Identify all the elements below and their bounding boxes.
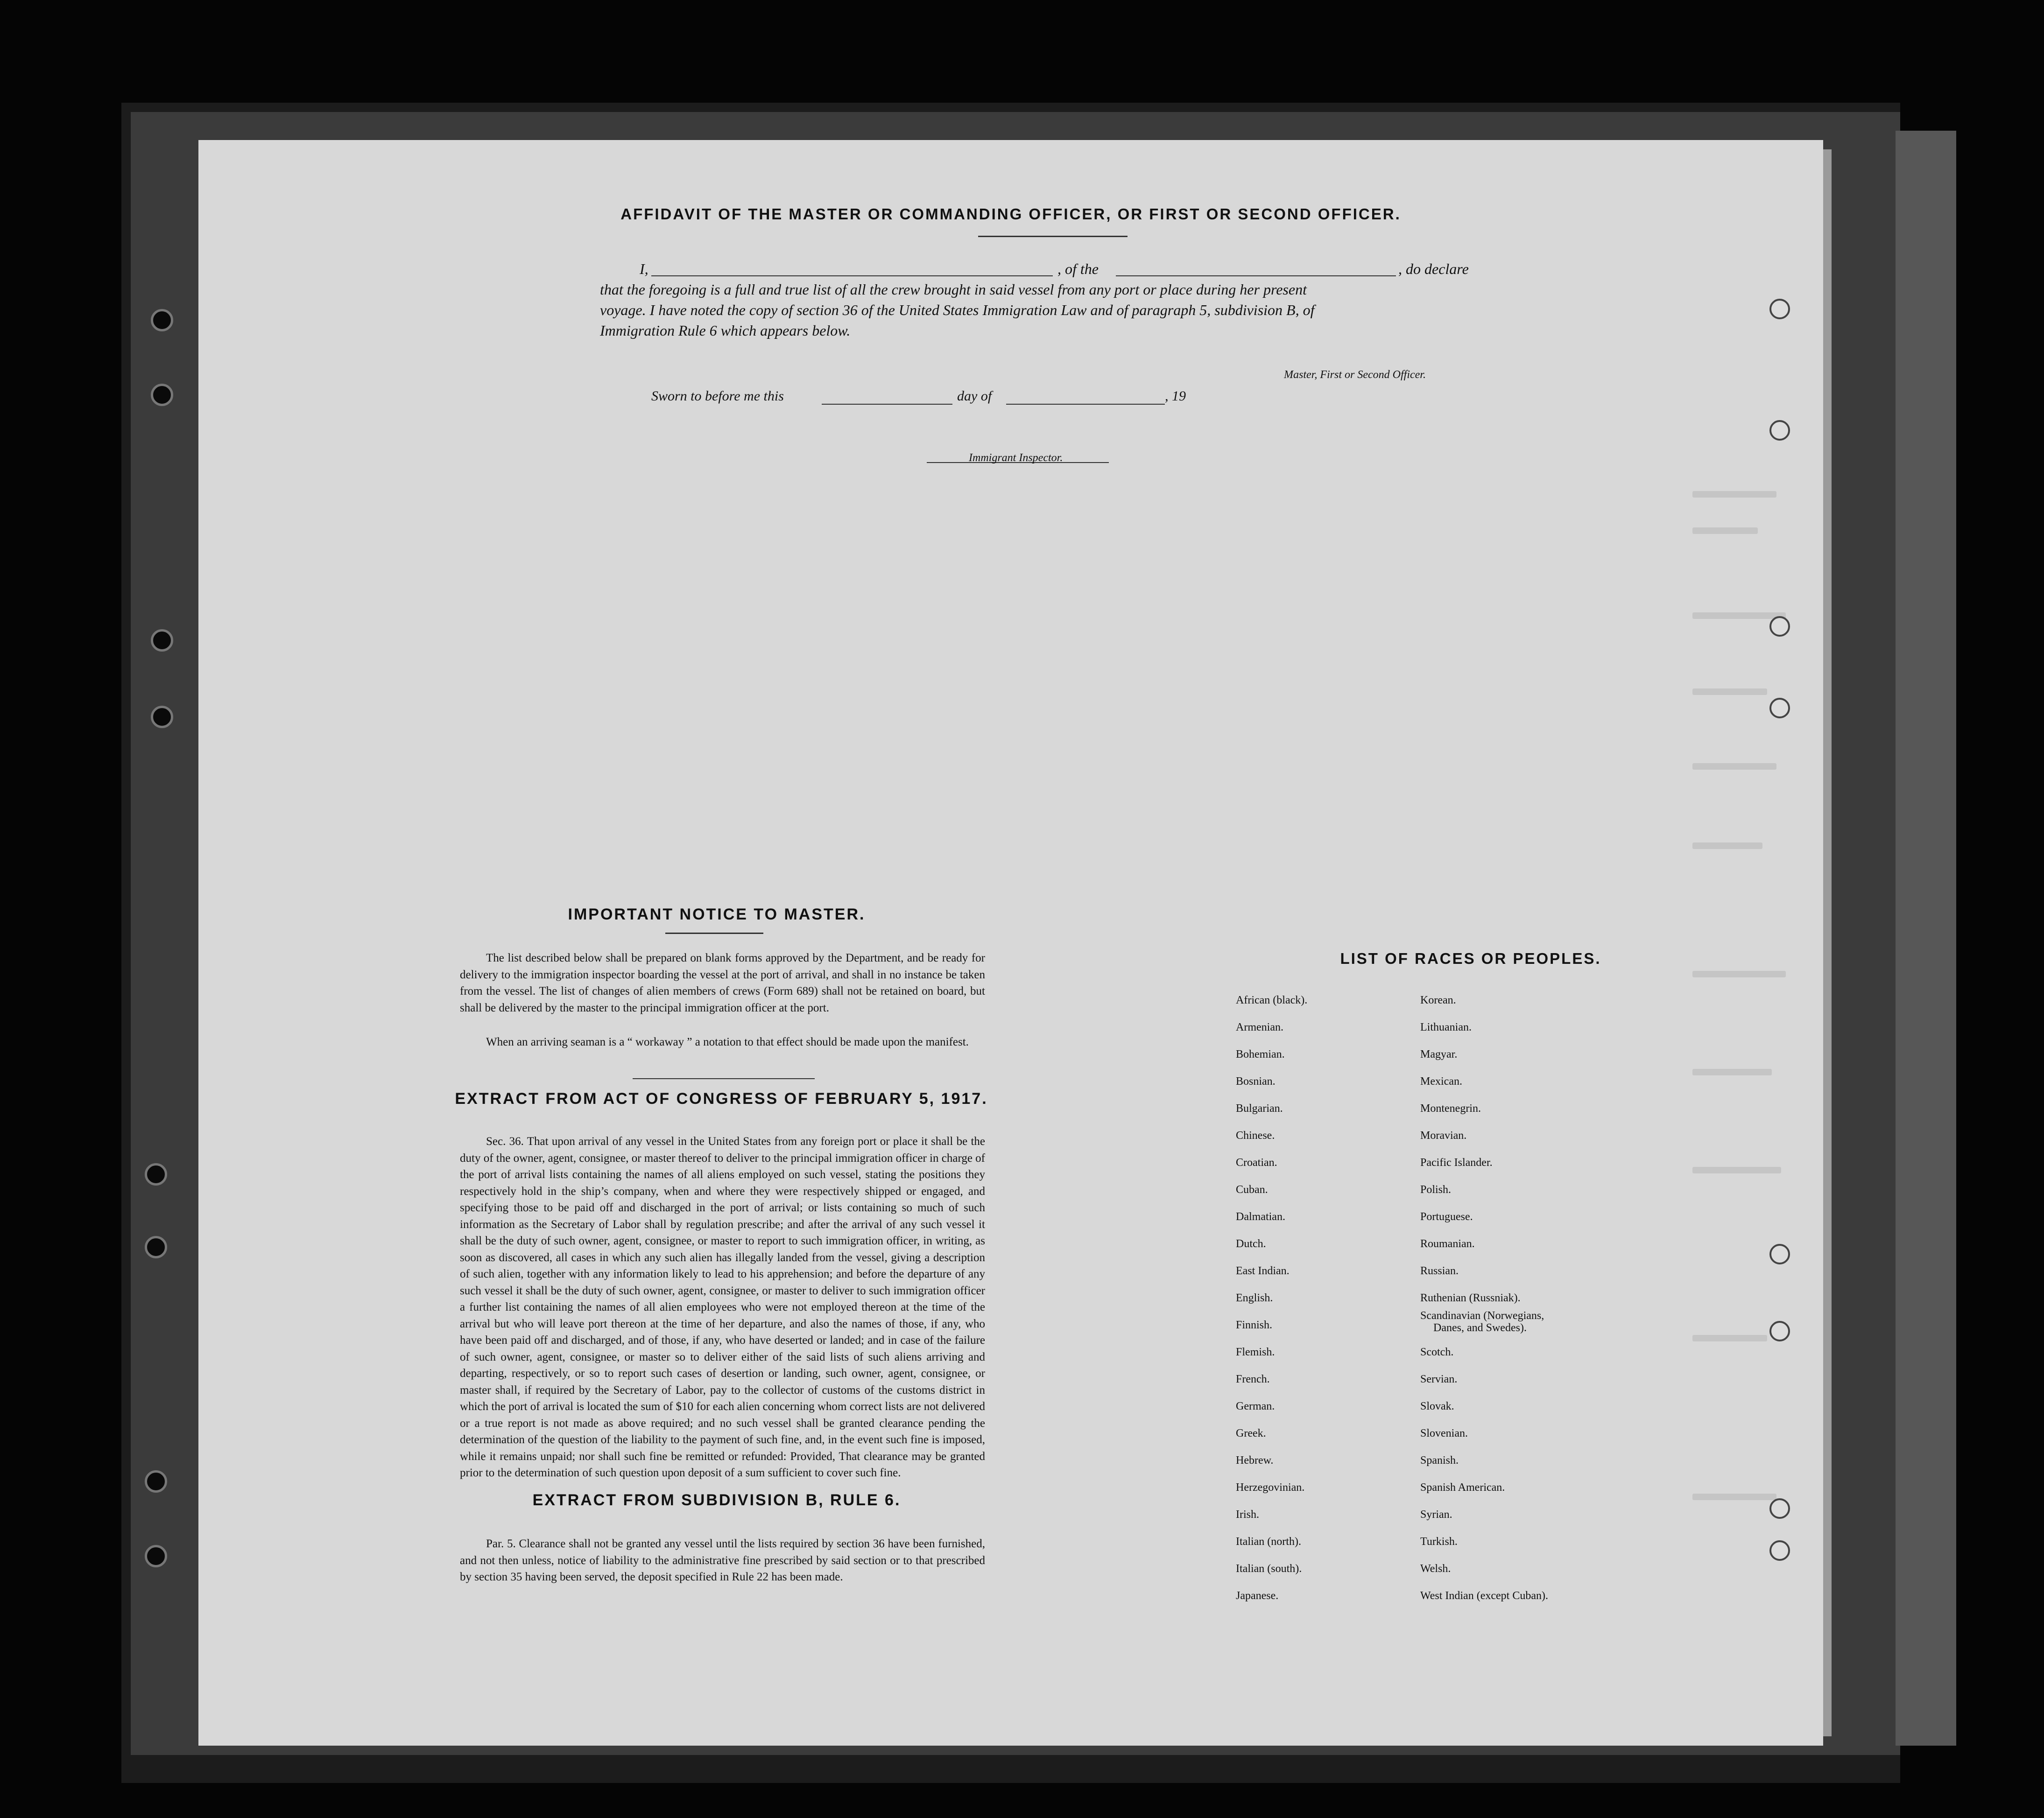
affidavit-line2: that the foregoing is a full and true list of all the crew brought in said vessel from any port or place during her present: [600, 281, 1307, 298]
bleed-through-row: [1692, 612, 1786, 619]
page-edge: [1823, 149, 1832, 1736]
race-item: Welsh.: [1420, 1563, 1451, 1575]
race-item: Irish.: [1236, 1509, 1259, 1521]
year-text: , 19: [1165, 388, 1186, 404]
affidavit-title: AFFIDAVIT OF THE MASTER OR COMMANDING OFFICER, OR FIRST OR SECOND OFFICER.: [620, 205, 1401, 223]
race-item: Finnish.: [1236, 1319, 1273, 1331]
affidavit-i: I,: [640, 260, 648, 277]
bleed-through-row: [1692, 491, 1776, 498]
punch-hole-icon: [151, 309, 173, 331]
underlay-sheet: [1896, 131, 1956, 1746]
race-item: Italian (north).: [1236, 1536, 1301, 1548]
race-item: Lithuanian.: [1420, 1021, 1472, 1033]
race-item: Italian (south).: [1236, 1563, 1302, 1575]
race-item: Bulgarian.: [1236, 1102, 1283, 1115]
race-item: Dalmatian.: [1236, 1211, 1285, 1223]
race-item: Dutch.: [1236, 1238, 1266, 1250]
race-item: French.: [1236, 1373, 1270, 1385]
race-item: Slovenian.: [1420, 1427, 1468, 1439]
punch-hole-icon: [145, 1163, 167, 1186]
race-item: Japanese.: [1236, 1590, 1279, 1602]
ring-hole-icon: [1769, 420, 1790, 441]
race-item: Scotch.: [1420, 1346, 1454, 1358]
race-item: Armenian.: [1236, 1021, 1283, 1033]
affidavit-line4: Immigration Rule 6 which appears below.: [600, 322, 851, 339]
name-blank: [651, 275, 1053, 276]
race-item: Bohemian.: [1236, 1048, 1285, 1060]
ring-hole-icon: [1769, 1540, 1790, 1561]
inspector-caption: Immigrant Inspector.: [969, 452, 1063, 464]
extract-rule-title: EXTRACT FROM SUBDIVISION B, RULE 6.: [532, 1491, 901, 1509]
manifest-page: [198, 140, 1823, 1746]
race-item: Flemish.: [1236, 1346, 1275, 1358]
bleed-through-row: [1692, 1494, 1776, 1500]
race-item: Spanish American.: [1420, 1481, 1505, 1494]
bleed-through-row: [1692, 842, 1762, 849]
notice-title: IMPORTANT NOTICE TO MASTER.: [568, 905, 866, 923]
race-item: Moravian.: [1420, 1130, 1467, 1142]
extract-act-body: Sec. 36. That upon arrival of any vessel in the United States from any foreign port or place it shall be the duty of the owner, agent, consignee, or master thereof to deliver to the principal immigration officer in charge of the port of arrival lists containing the names of all aliens employed on such vessel, stating the positions they respectively hold in the ship’s company, when and where they were respectively shipped or engaged, and specifying those to be paid off and discharged in the port of arrival; or lists containing so much of such information as the Secretary of Labor shall by regulation prescribe; and after the arrival of any such vessel it shall be the duty of such owner, agent, consignee, or master to report to such immigration officer, in writing, as soon as discovered, all cases in which any such alien has illegally landed from the vessel, giving a description of such alien, together with any information likely to lead to his apprehension; and before the departure of any such vessel it shall be the duty of such owner, agent, consignee, or master to deliver to such immigration officer a further list containing the names of all alien employees who were not employed thereon at the time of the arrival but who will leave port thereon at the time of her departure, and also the names of those, if any, who have been paid off and discharged, and of those, if any, who have deserted or landed; and in case of the failure of such owner, agent, consignee, or master so to deliver either of the said lists of such aliens arriving and departing, respectively, or so to report such cases of desertion or landing, such owner, agent, consignee, or master shall, if required by the Secretary of Labor, pay to the collector of customs of the customs district in which the port of arrival is located the sum of $10 for each alien concerning whom correct lists are not delivered or a true report is not made as above required; and no such vessel shall be granted clearance pending the determination of the question of the liability to the payment of such fine, and, in the event such fine is imposed, while it remains unpaid; nor shall such fine be remitted or refunded: Provided, That clearance may be granted prior to the determination of such question upon deposit of a sum sufficient to cover such fine.: [460, 1135, 985, 1479]
punch-hole-icon: [151, 629, 173, 652]
race-item: Montenegrin.: [1420, 1102, 1481, 1115]
notice-underline: [665, 933, 763, 934]
race-item: Chinese.: [1236, 1130, 1275, 1142]
bleed-through-row: [1692, 1335, 1767, 1341]
punch-hole-icon: [151, 384, 173, 406]
race-item: Slovak.: [1420, 1400, 1454, 1412]
bleed-through-row: [1692, 1069, 1772, 1075]
affidavit-of-the: , of the: [1057, 260, 1099, 277]
races-title: LIST OF RACES OR PEOPLES.: [1340, 950, 1601, 967]
race-item: Polish.: [1420, 1184, 1452, 1196]
race-item: English.: [1236, 1292, 1273, 1304]
officer-caption: Master, First or Second Officer.: [1284, 369, 1426, 381]
bleed-through-row: [1692, 971, 1786, 977]
race-item: West Indian (except Cuban).: [1420, 1590, 1548, 1602]
sworn-day-blank: [822, 404, 952, 405]
affidavit-declare: , do declare: [1398, 260, 1469, 277]
ring-hole-icon: [1769, 698, 1790, 718]
race-item: Ruthenian (Russniak).: [1420, 1292, 1521, 1304]
ring-hole-icon: [1769, 1244, 1790, 1264]
section-divider: [633, 1078, 815, 1079]
punch-hole-icon: [145, 1236, 167, 1258]
extract-act-title: EXTRACT FROM ACT OF CONGRESS OF FEBRUARY 5, 1917.: [455, 1090, 988, 1108]
race-item: Portuguese.: [1420, 1211, 1473, 1223]
sworn-month-blank: [1006, 404, 1165, 405]
race-item: Korean.: [1420, 994, 1456, 1006]
sworn-text: Sworn to before me this: [651, 388, 784, 404]
race-item: Croatian.: [1236, 1157, 1277, 1169]
day-of-text: day of: [957, 388, 992, 404]
race-item: German.: [1236, 1400, 1275, 1412]
race-item: East Indian.: [1236, 1265, 1290, 1277]
race-item: Magyar.: [1420, 1048, 1458, 1060]
race-item: Syrian.: [1420, 1509, 1452, 1521]
extract-rule-body: Par. 5. Clearance shall not be granted any vessel until the lists required by section 36 have been furnished, and not then unless, notice of liability to the administrative fine prescribed by said section or to that prescribed by section 35 having been served, the deposit specified in Rule 22 has been made.: [460, 1537, 985, 1583]
ring-hole-icon: [1769, 299, 1790, 319]
race-item: Turkish.: [1420, 1536, 1458, 1548]
race-item: Bosnian.: [1236, 1075, 1276, 1088]
race-item: Danes, and Swedes).: [1433, 1322, 1527, 1334]
race-item: African (black).: [1236, 994, 1308, 1006]
race-item: Roumanian.: [1420, 1238, 1475, 1250]
punch-hole-icon: [145, 1545, 167, 1567]
race-item: Mexican.: [1420, 1075, 1462, 1088]
race-item: Russian.: [1420, 1265, 1459, 1277]
punch-hole-icon: [145, 1470, 167, 1493]
race-item: Spanish.: [1420, 1454, 1459, 1467]
race-item: Greek.: [1236, 1427, 1266, 1439]
race-item: Cuban.: [1236, 1184, 1268, 1196]
title-underline: [978, 236, 1128, 237]
ring-hole-icon: [1769, 1321, 1790, 1341]
affidavit-line3: voyage. I have noted the copy of section 36 of the United States Immigration Law and of paragraph 5, subdivision B, of: [600, 302, 1315, 318]
notice-paragraph-1: The list described below shall be prepared on blank forms approved by the Department, and be ready for delivery to the immigration inspector boarding the vessel at the port of arrival, and shall in no instance be taken from the vessel. The list of changes of alien members of crews (Form 689) shall not be retained on board, but shall be delivered by the master to the principal immigration officer at the port.: [460, 952, 985, 1014]
bleed-through-row: [1692, 527, 1758, 534]
race-item: Herzegovinian.: [1236, 1481, 1305, 1494]
bleed-through-row: [1692, 1167, 1781, 1173]
race-item: Servian.: [1420, 1373, 1458, 1385]
race-item: Pacific Islander.: [1420, 1157, 1493, 1169]
punch-hole-icon: [151, 706, 173, 728]
notice-paragraph-2: When an arriving seaman is a “ workaway ” a notation to that effect should be made upon the manifest.: [486, 1036, 969, 1048]
ring-hole-icon: [1769, 1498, 1790, 1519]
ring-hole-icon: [1769, 616, 1790, 637]
bleed-through-row: [1692, 763, 1776, 770]
race-item: Scandinavian (Norwegians,: [1420, 1310, 1544, 1322]
bleed-through-row: [1692, 688, 1767, 695]
race-item: Hebrew.: [1236, 1454, 1274, 1467]
vessel-blank: [1116, 275, 1396, 276]
